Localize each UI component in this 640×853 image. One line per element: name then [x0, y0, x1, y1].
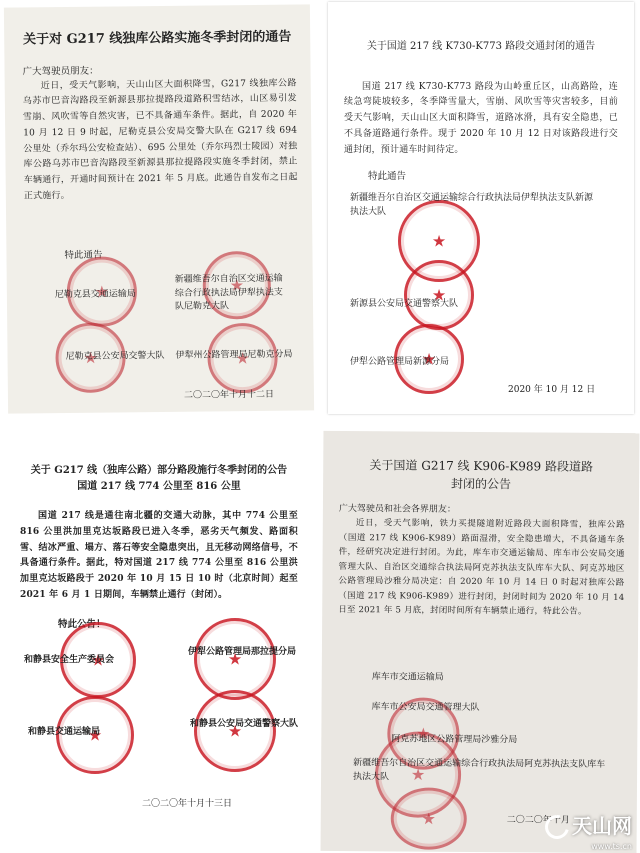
- notice-1-date: 二〇二〇年十月十二日: [183, 389, 275, 401]
- notice-3-org-4: 和静县公安局交通警察大队: [190, 719, 299, 729]
- notice-1-org-3: 尼勒克县公安局交警大队: [65, 350, 165, 362]
- notice-2-org-1: 新疆维吾尔自治区交通运输综合行政执法局伊犁执法支队新源执法大队: [350, 193, 594, 217]
- notice-1-title: 关于对 G217 线独库公路实施冬季封闭的通告: [22, 29, 292, 48]
- notice-1-org-1: 尼勒克县交通运输局: [54, 289, 136, 301]
- notice-1-body: 近日，受天气影响，天山山区大面积降雪，G217 线独库公路乌苏市巴音沟路段至新源县那拉提路段道路积雪结冰，山区易引发雪崩、风吹雪等自然灾害，已不具备通车条件。据此，自 2020 年 10 月 12 日 9 时起，尼勒克县公安局交警大队在 G217 线 694 公里处（乔尔玛公安检查站）、695 公里处（乔尔玛烈士陵园）对独库公路乌苏市巴音沟路段至新源县那拉提路段实施冬季封闭，禁止车辆通行，开通时间预计在 2021 年 5 月底。此通告自发布之日起正式施行。: [22, 78, 298, 202]
- notice-4-title-1: 关于国道 G217 线 K906-K989 路段道路: [369, 458, 594, 474]
- notice-3-title-2: 国道 217 线 774 公里至 816 公里: [77, 480, 241, 492]
- notice-2-title: 关于国道 217 线 K730-K773 路段交通封闭的通告: [366, 41, 596, 52]
- notice-2-org-3: 伊犁公路管理局新源分局: [350, 357, 450, 367]
- notice-4-org-4: 新疆维吾尔自治区交通运输综合行政执法局阿克苏执法支队库车执法大队: [353, 758, 606, 782]
- notice-3-org-1: 和静县安全生产委员会: [24, 655, 115, 665]
- notice-4-title-2: 封闭的公告: [451, 476, 512, 492]
- notice-4-org-3: 阿克苏地区公路管理局沙雅分局: [391, 734, 518, 746]
- watermark-name: 天山网: [572, 814, 632, 838]
- notice-1-closing: 特此通告: [64, 249, 103, 261]
- notice-4-org-1: 库车市交通运输局: [371, 672, 444, 683]
- notice-2-org-2: 新源县公安局交通警察大队: [350, 299, 459, 309]
- notice-4-org-2: 库车市公安局交通管理大队: [371, 702, 480, 713]
- notice-4-salutation: 广大驾驶员和社会各界朋友：: [338, 504, 456, 516]
- site-watermark: [542, 810, 632, 839]
- notice-g217-winter-closure: [4, 4, 314, 413]
- notice-3-org-2: 伊犁公路管理局那拉提分局: [188, 647, 297, 657]
- notice-2-closing: 特此通告: [368, 171, 407, 182]
- notice-3-date: 二〇二〇年十月十三日: [142, 799, 233, 809]
- seal-stamp: [404, 260, 474, 330]
- tianshan-logo-icon: [542, 812, 568, 838]
- notice-3-title-1: 关于 G217 线（独库公路）部分路段施行冬季封闭的公告: [30, 465, 288, 476]
- notice-1-org-2: 新疆维吾尔自治区交通运输综合行政执法局伊犁执法支队尼勒克大队: [174, 273, 283, 312]
- notice-2-date: 2020 年 10 月 12 日: [508, 385, 596, 395]
- notice-3-body: 国道 217 线是通往南北疆的交通大动脉，其中 774 公里至 816 公里洪加里克达坂路段已进入冬季，恶劣天气频发、路面积雪、结冰严重、塌方、落石等安全隐患突出，且无移动网络信号，不具备通行条件。据此，特对国道 217 线 774 公里至 816 公里洪加里克达坂路段于 2020 年 10 月 15 日 10 时（北京时间）起至 2021 年 6 月 1 日期间，车辆禁止通行（封闭）。: [20, 511, 298, 600]
- notice-4-body: 近日，受天气影响，铁力买提隧道附近路段大面积降雪，独库公路（国道 217 线 K906-K989）路面湿滑，安全隐患增大，不具备通车条件，经研究决定进行封闭。为此，库车市交通运输局、库车市公安局交通管理大队、自治区交通综合执法局阿克苏执法支队库车大队、阿克苏地区公路管理局沙雅分局决定：自 2020 年 10 月 14 日 0 时起对独库公路（国道 217 线 K906-K989）进行封闭，封闭时间为 2020 年 10 月 14 日至 2021 年 5 月底，封闭时间所有车辆禁止通行，特此公告。: [338, 518, 625, 617]
- notice-1-salutation: 广大驾驶员朋友：: [22, 65, 99, 77]
- notice-3-closing: 特此公告！: [58, 619, 106, 630]
- notice-k906-k989-closure: [321, 431, 640, 853]
- notice-774-816-closure: [4, 434, 314, 850]
- notice-3-org-3: 和静县交通运输局: [28, 727, 101, 737]
- seal-stamp: [391, 787, 467, 850]
- notice-1-org-4: 伊犁州公路管理局尼勒克分局: [175, 349, 293, 361]
- notice-k730-k773-closure: [328, 2, 634, 414]
- watermark-url: www.ts.cn: [591, 842, 632, 851]
- notice-4-date: 二〇二〇年十月: [506, 815, 570, 826]
- notice-2-body: 国道 217 线 K730-K773 路段为山岭重丘区，山高路险，连续急弯陡坡较多，冬季降雪量大，雪崩、风吹雪等灾害较多，目前受天气影响，天山山区大面积降雪，道路冰滑，具有安全隐患，已不具备道路通行条件。现于 2020 年 10 月 12 日对该路段进行交通封闭，预计通车时间待定。: [344, 81, 618, 155]
